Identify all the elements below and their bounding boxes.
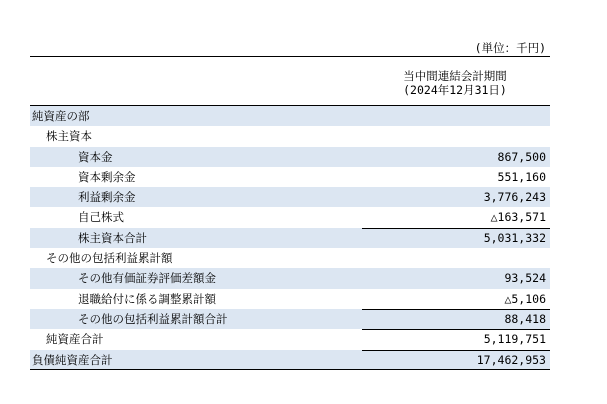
table-row [30, 147, 550, 167]
row-value: △5,106 [504, 291, 546, 306]
row-label: その他の包括利益累計額合計 [78, 311, 228, 326]
row-label: その他有価証券評価差額金 [78, 271, 216, 286]
row-label: 利益剰余金 [78, 190, 136, 205]
row-value: △163,571 [490, 210, 546, 225]
row-label: 資本金 [78, 149, 113, 164]
row-label: 株主資本合計 [78, 230, 147, 245]
row-label: その他の包括利益累計額 [46, 251, 173, 266]
subtotal-rule [362, 309, 550, 310]
table-row [30, 167, 550, 187]
column-header-period: 当中間連結会計期間 [403, 69, 507, 83]
row-label: 純資産の部 [32, 109, 90, 123]
table-row [30, 309, 550, 329]
header-rule [30, 56, 550, 57]
row-label: 純資産合計 [46, 332, 104, 347]
table-bottom-rule [30, 369, 550, 370]
subtotal-rule [362, 228, 550, 229]
subtotal-rule [362, 350, 550, 351]
row-label: 負債純資産合計 [32, 352, 113, 367]
table-row [30, 228, 550, 248]
table-row [30, 106, 550, 126]
row-value: 867,500 [497, 149, 546, 164]
table-row [30, 187, 550, 207]
balance-sheet-table [30, 106, 550, 370]
row-label: 退職給付に係る調整累計額 [78, 291, 216, 306]
column-header-date: (2024年12月31日) [403, 83, 507, 97]
table-row [30, 329, 550, 349]
subtotal-rule [362, 329, 550, 330]
row-value: 88,418 [504, 311, 546, 326]
row-value: 17,462,953 [476, 352, 546, 367]
table-row [30, 207, 550, 227]
row-value: 5,031,332 [483, 230, 546, 245]
table-row [30, 289, 550, 309]
unit-label: (単位：千円) [474, 41, 546, 55]
table-row [30, 350, 550, 370]
row-label: 資本剰余金 [78, 169, 136, 184]
row-value: 5,119,751 [483, 332, 546, 347]
row-label: 株主資本 [46, 129, 92, 144]
row-value: 551,160 [497, 169, 546, 184]
table-row [30, 268, 550, 288]
table-row [30, 248, 550, 268]
table-row [30, 126, 550, 146]
row-value: 3,776,243 [483, 190, 546, 205]
row-value: 93,524 [504, 271, 546, 286]
row-label: 自己株式 [78, 210, 124, 225]
